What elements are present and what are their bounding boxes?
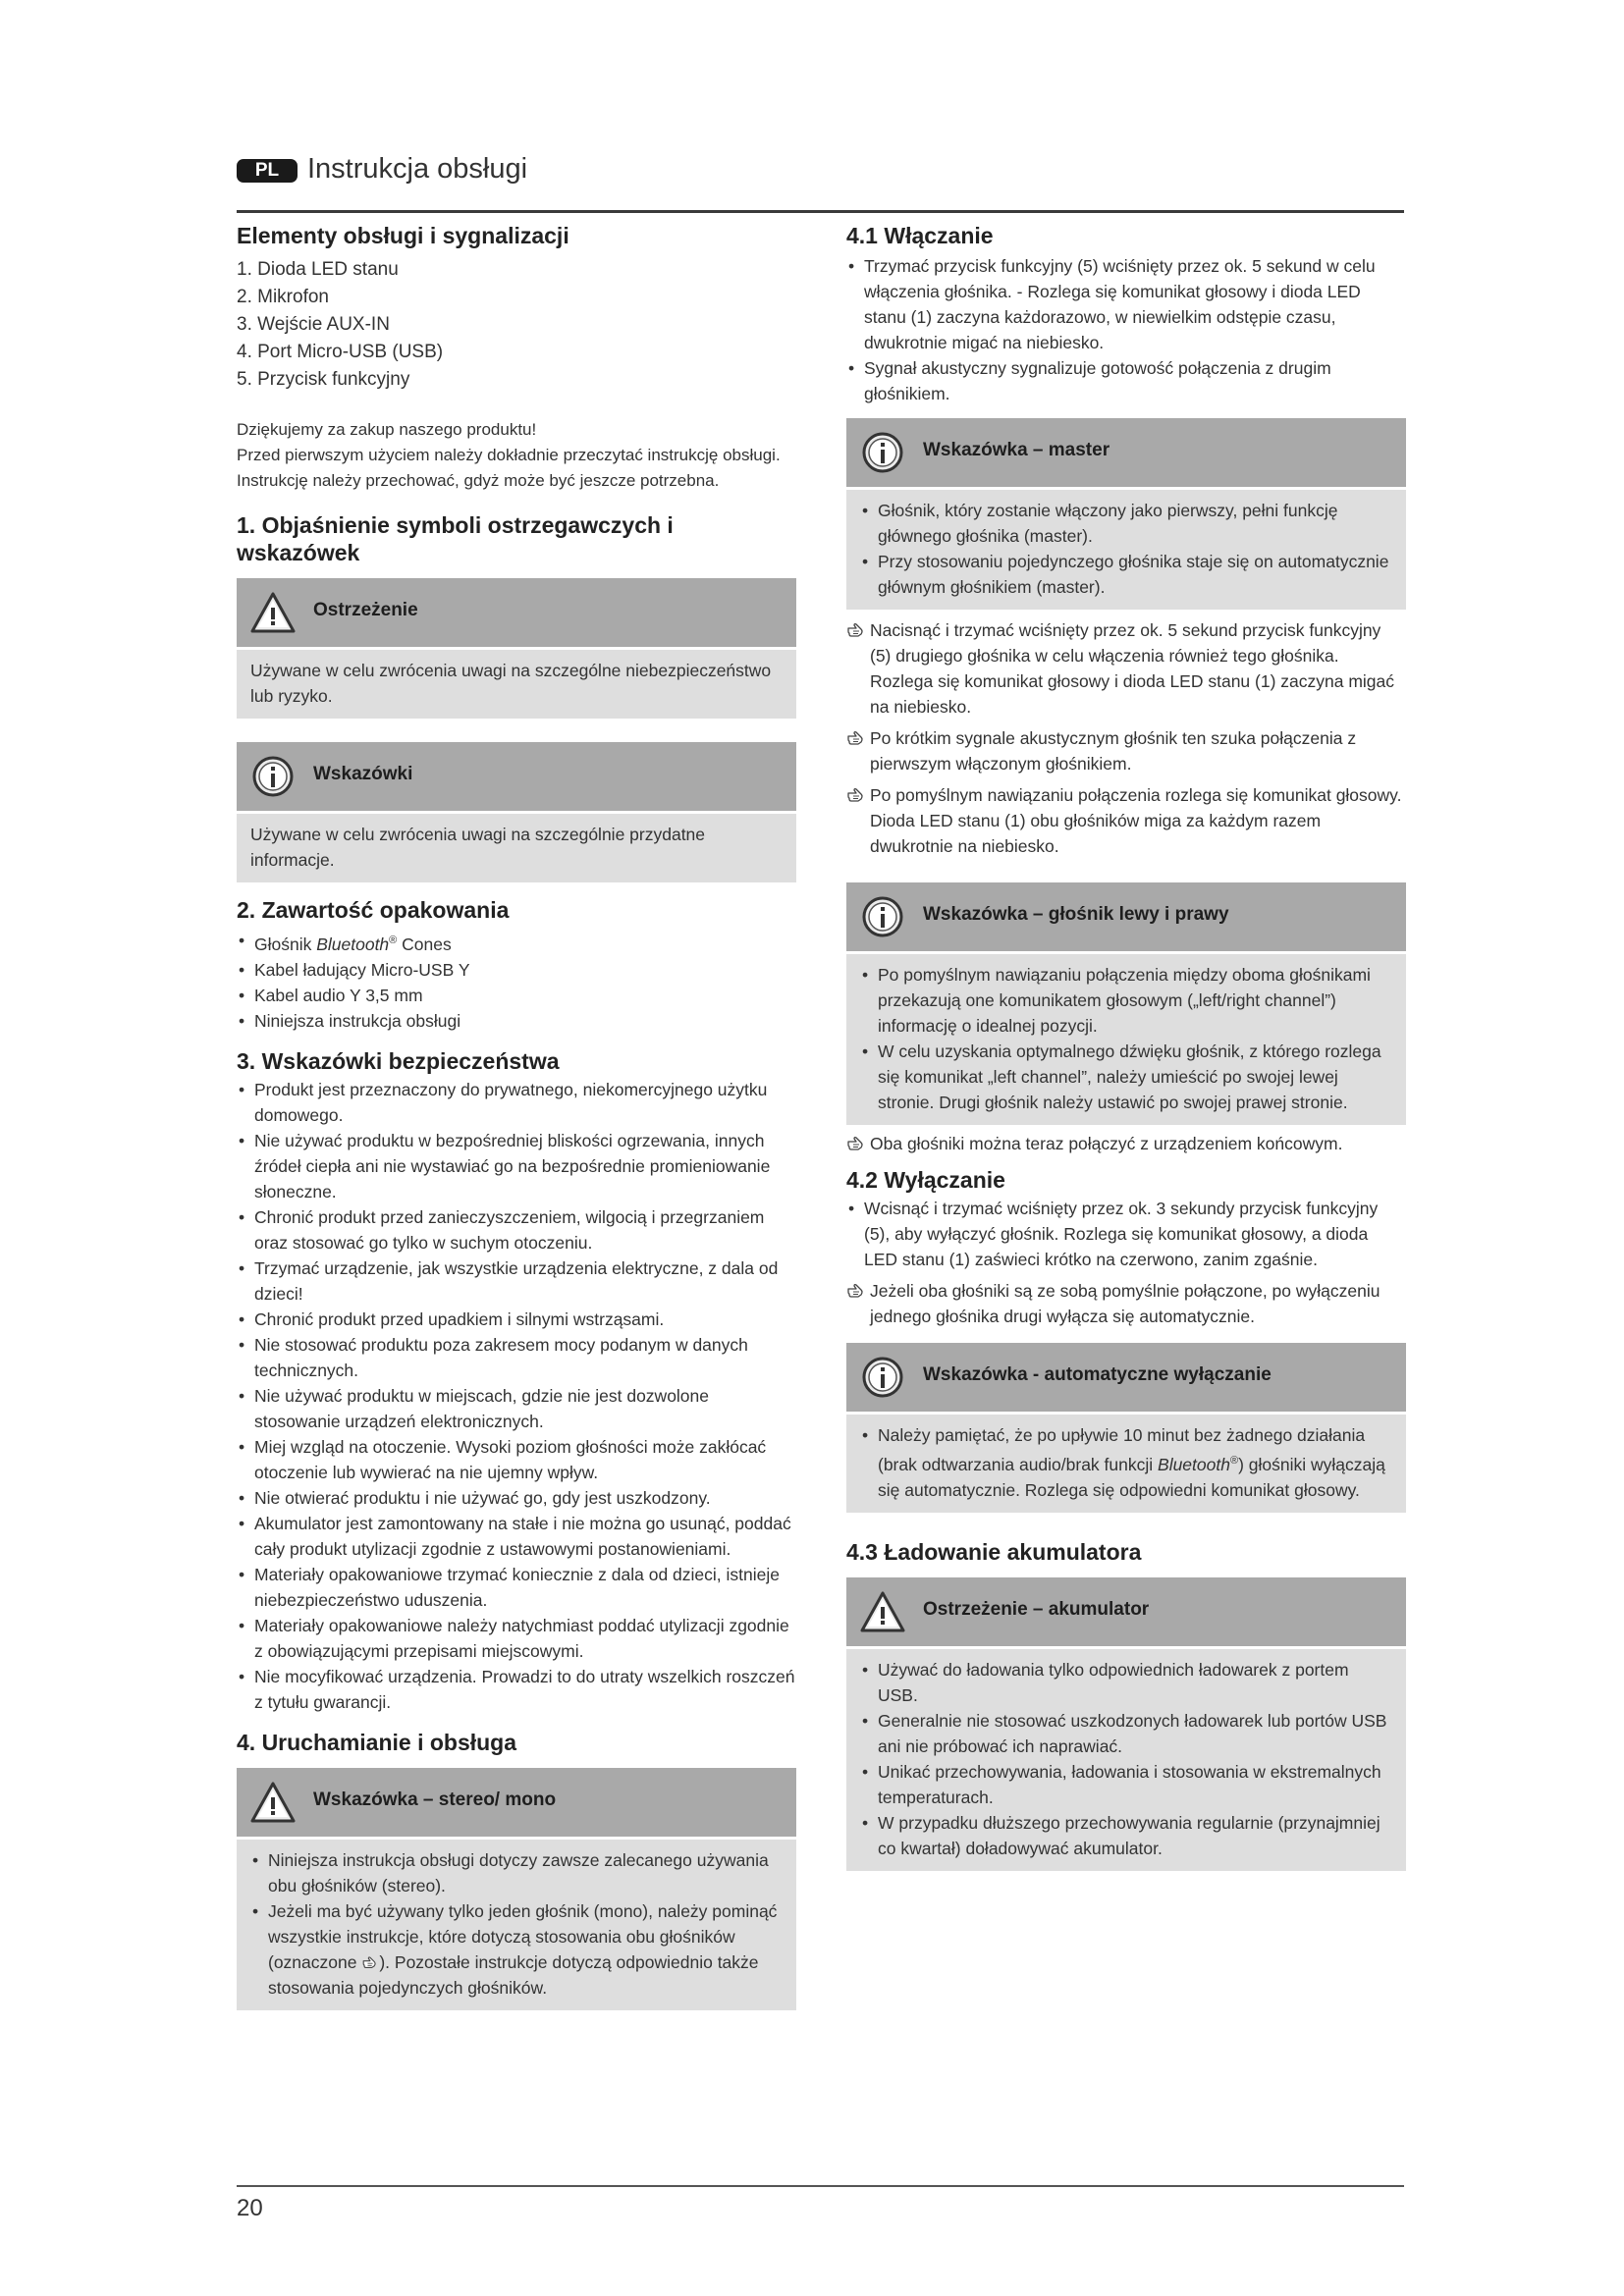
list-item: • Nie mocyfikować urządzenia. Prowadzi to do utraty wszelkich roszczeń z tytułu gwarancji.: [237, 1664, 796, 1715]
page-header: [237, 155, 1404, 213]
controls-list: [237, 256, 796, 394]
list-item: • Trzymać przycisk funkcyjny (5) wciśnięty przez ok. 5 sekund w celu włączenia głośnika. - Rozlega się komunikat głosowy i dioda LED stanu (1) zaczyna każdorazowo, w niewielkim odstępie czasu, dwukrotnie migać na niebiesko.: [846, 253, 1406, 355]
step-item: Oba głośniki można teraz połączyć z urządzeniem końcowym.: [846, 1131, 1406, 1156]
auto-off-box: [846, 1343, 1406, 1513]
stereo-mono-body: [237, 1840, 796, 2010]
left-right-body: [846, 954, 1406, 1125]
hand-pointer-icon: [846, 1280, 866, 1300]
section-4-2-title: 4.2 Wyłączanie: [846, 1167, 1005, 1193]
left-column: [237, 222, 796, 2010]
control-item: 3. Wejście AUX-IN: [237, 314, 390, 335]
list-item: • Produkt jest przeznaczony do prywatnego, niekomercyjnego użytku domowego.: [237, 1077, 796, 1128]
list-item: • Niniejsza instrukcja obsługi: [237, 1008, 796, 1034]
footer-rule: [237, 2185, 1404, 2187]
step-item: Nacisnąć i trzymać wciśnięty przez ok. 5 sekund przycisk funkcyjny (5) drugiego głośnika w celu włączenia również tego głośnika. Rozlega się komunikat głosowy i dioda LED stanu (1) zaczyna migać na niebiesko.: [846, 617, 1406, 720]
list-item: • Miej wzgląd na otoczenie. Wysoki poziom głośności może zakłócać otoczenie lub wywierać na nie ujemny wpływ.: [237, 1434, 796, 1485]
power-on-list: [846, 253, 1406, 406]
note-label: Wskazówki: [313, 764, 413, 784]
list-item: • W przypadku dłuższego przechowywania regularnie (przynajmniej co kwartał) doładowywać akumulator.: [860, 1810, 1392, 1861]
controls-title: Elementy obsługi i sygnalizacji: [237, 223, 569, 248]
safety-list: [237, 1077, 796, 1715]
list-item: • Kabel audio Y 3,5 mm: [237, 983, 796, 1008]
list-item: • Wcisnąć i trzymać wciśnięty przez ok. 3 sekundy przycisk funkcyjny (5), aby wyłączyć głośnik. Rozlega się komunikat głosowy, a dioda LED stanu (1) zaświeci krótko na czerwono, zanim zgaśnie.: [846, 1196, 1406, 1272]
info-icon: [860, 1356, 905, 1399]
section-4-title: 4. Uruchamianie i obsługa: [237, 1729, 517, 1755]
section-2-title: 2. Zawartość opakowania: [237, 897, 510, 923]
list-item: • Nie stosować produktu poza zakresem mocy podanym w danych technicznych.: [237, 1332, 796, 1383]
warning-box: [237, 578, 796, 719]
stereo-mono-label: Wskazówka – stereo/ mono: [313, 1789, 557, 1810]
warning-box-header: [237, 578, 796, 650]
hand-pointer-icon: [846, 619, 866, 639]
warning-text: Używane w celu zwrócenia uwagi na szczególne niebezpieczeństwo lub ryzyko.: [237, 650, 796, 719]
list-item: • Niniejsza instrukcja obsługi dotyczy zawsze zalecanego używania obu głośników (stereo).: [250, 1847, 783, 1898]
list-item: • Sygnał akustyczny sygnalizuje gotowość połączenia z drugim głośnikiem.: [846, 355, 1406, 406]
list-item: • Unikać przechowywania, ładowania i stosowania w ekstremalnych temperaturach.: [860, 1759, 1392, 1810]
note-box-header: [237, 742, 796, 814]
left-right-box-header: [846, 882, 1406, 954]
intro-thanks: Dziękujemy za zakup naszego produktu!: [237, 420, 537, 439]
battery-warning-box-header: [846, 1577, 1406, 1649]
brand-name: Bluetooth: [1158, 1454, 1230, 1474]
step-item: Po krótkim sygnale akustycznym głośnik ten szuka połączenia z pierwszym włączonym głośnikiem.: [846, 725, 1406, 776]
battery-warning-box: [846, 1577, 1406, 1871]
list-item: • Akumulator jest zamontowany na stałe i nie można go usunąć, poddać cały produkt utylizacji zgodnie z ustawowymi postanowieniami.: [237, 1511, 796, 1562]
auto-off-label: Wskazówka - automatyczne wyłączanie: [923, 1364, 1272, 1385]
section-1-title: 1. Objaśnienie symboli ostrzegawczych i wskazówek: [237, 512, 674, 565]
list-item: • Przy stosowaniu pojedynczego głośnika staje się on automatycznie głównym głośnikiem (master).: [860, 549, 1392, 600]
package-contents-list: [237, 928, 796, 1034]
auto-off-box-header: [846, 1343, 1406, 1415]
list-item: • Głośnik Bluetooth® Cones: [237, 928, 796, 957]
list-item: • Nie używać produktu w miejscach, gdzie nie jest dozwolone stosowanie urządzeń elektronicznych.: [237, 1383, 796, 1434]
control-item: 5. Przycisk funkcyjny: [237, 369, 410, 390]
list-item: • Jeżeli ma być używany tylko jeden głośnik (mono), należy pominąć wszystkie instrukcje, które dotyczą stosowania obu głośników (oznaczone ). Pozostałe instrukcje dotyczą odpowiednio także stosowania pojedynczych głośników.: [250, 1898, 783, 2001]
warning-icon: [250, 1781, 296, 1824]
left-right-label: Wskazówka – głośnik lewy i prawy: [923, 904, 1229, 925]
list-item: • Materiały opakowaniowe trzymać koniecznie z dala od dzieci, istnieje niebezpieczeństwo uduszenia.: [237, 1562, 796, 1613]
info-icon: [250, 755, 296, 798]
page-number: 20: [237, 2195, 263, 2221]
list-item: • W celu uzyskania optymalnego dźwięku głośnik, z którego rozlega się komunikat „left channel”, należy umieścić po swojej lewej stronie. Drugi głośnik należy ustawić po swojej prawej stronie.: [860, 1039, 1392, 1115]
intro-read: Przed pierwszym użyciem należy dokładnie przeczytać instrukcję obsługi. Instrukcję należy przechować, gdyż może być jeszcze potrzebna.: [237, 446, 781, 490]
list-item: • Kabel ładujący Micro-USB Y: [237, 957, 796, 983]
hand-pointer-icon: [846, 784, 866, 804]
master-box: [846, 418, 1406, 610]
list-item: • Generalnie nie stosować uszkodzonych ładowarek lub portów USB ani nie próbować ich naprawiać.: [860, 1708, 1392, 1759]
list-item: • Nie otwierać produktu i nie używać go, gdy jest uszkodzony.: [237, 1485, 796, 1511]
master-body: [846, 490, 1406, 610]
brand-name: Bluetooth: [316, 934, 390, 954]
stereo-mono-box-header: [237, 1768, 796, 1840]
note-text: Używane w celu zwrócenia uwagi na szczególnie przydatne informacje.: [237, 814, 796, 882]
warning-icon: [860, 1590, 905, 1633]
step-item: Po pomyślnym nawiązaniu połączenia rozlega się komunikat głosowy. Dioda LED stanu (1) obu głośników miga za każdym razem dwukrotnie na niebiesko.: [846, 782, 1406, 859]
auto-off-body: [846, 1415, 1406, 1513]
header-title: Instrukcja obsługi: [307, 153, 528, 185]
hand-pointer-icon: [846, 727, 866, 747]
section-3-title: 3. Wskazówki bezpieczeństwa: [237, 1047, 560, 1074]
step-item: Jeżeli oba głośniki są ze sobą pomyślnie połączone, po wyłączeniu jednego głośnika drugi wyłącza się automatycznie.: [846, 1278, 1406, 1329]
stereo-mono-box: [237, 1768, 796, 2010]
control-item: 1. Dioda LED stanu: [237, 259, 399, 280]
battery-warning-body: [846, 1649, 1406, 1871]
battery-warning-label: Ostrzeżenie – akumulator: [923, 1598, 1150, 1620]
hand-pointer-icon: [361, 1953, 379, 1970]
master-label: Wskazówka – master: [923, 440, 1110, 460]
left-right-box: [846, 882, 1406, 1125]
language-badge: PL: [237, 159, 298, 183]
warning-icon: [250, 591, 296, 634]
power-off-list: [846, 1196, 1406, 1272]
list-item: • Używać do ładowania tylko odpowiednich ładowarek z portem USB.: [860, 1657, 1392, 1708]
hand-pointer-icon: [846, 1133, 866, 1152]
warning-label: Ostrzeżenie: [313, 600, 418, 620]
list-item: • Materiały opakowaniowe należy natychmiast poddać utylizacji zgodnie z obowiązującymi przepisami miejscowymi.: [237, 1613, 796, 1664]
info-icon: [860, 895, 905, 938]
list-item: • Należy pamiętać, że po upływie 10 minut bez żadnego działania (brak odtwarzania audio/brak funkcji Bluetooth®) głośniki wyłączają się automatycznie. Rozlega się odpowiedni komunikat głosowy.: [860, 1422, 1392, 1503]
master-box-header: [846, 418, 1406, 490]
list-item: • Chronić produkt przed upadkiem i silnymi wstrząsami.: [237, 1307, 796, 1332]
list-item: • Trzymać urządzenie, jak wszystkie urządzenia elektryczne, z dala od dzieci!: [237, 1255, 796, 1307]
steps: [846, 617, 1406, 859]
control-item: 2. Mikrofon: [237, 287, 329, 307]
list-item: • Chronić produkt przed zanieczyszczeniem, wilgocią i przegrzaniem oraz stosować go tylko w suchym otoczeniu.: [237, 1204, 796, 1255]
list-item: • Po pomyślnym nawiązaniu połączenia między oboma głośnikami przekazują one komunikatem głosowym („left/right channel”) informację o idealnej pozycji.: [860, 962, 1392, 1039]
list-item: • Głośnik, który zostanie włączony jako pierwszy, pełni funkcję głównego głośnika (master).: [860, 498, 1392, 549]
info-icon: [860, 431, 905, 474]
right-column: [846, 222, 1406, 1871]
control-item: 4. Port Micro-USB (USB): [237, 342, 444, 362]
note-box: [237, 742, 796, 882]
list-item: • Nie używać produktu w bezpośredniej bliskości ogrzewania, innych źródeł ciepła ani nie wystawiać go na bezpośrednie promieniowanie słoneczne.: [237, 1128, 796, 1204]
section-4-3-title: 4.3 Ładowanie akumulatora: [846, 1538, 1142, 1565]
section-4-1-title: 4.1 Włączanie: [846, 223, 994, 248]
